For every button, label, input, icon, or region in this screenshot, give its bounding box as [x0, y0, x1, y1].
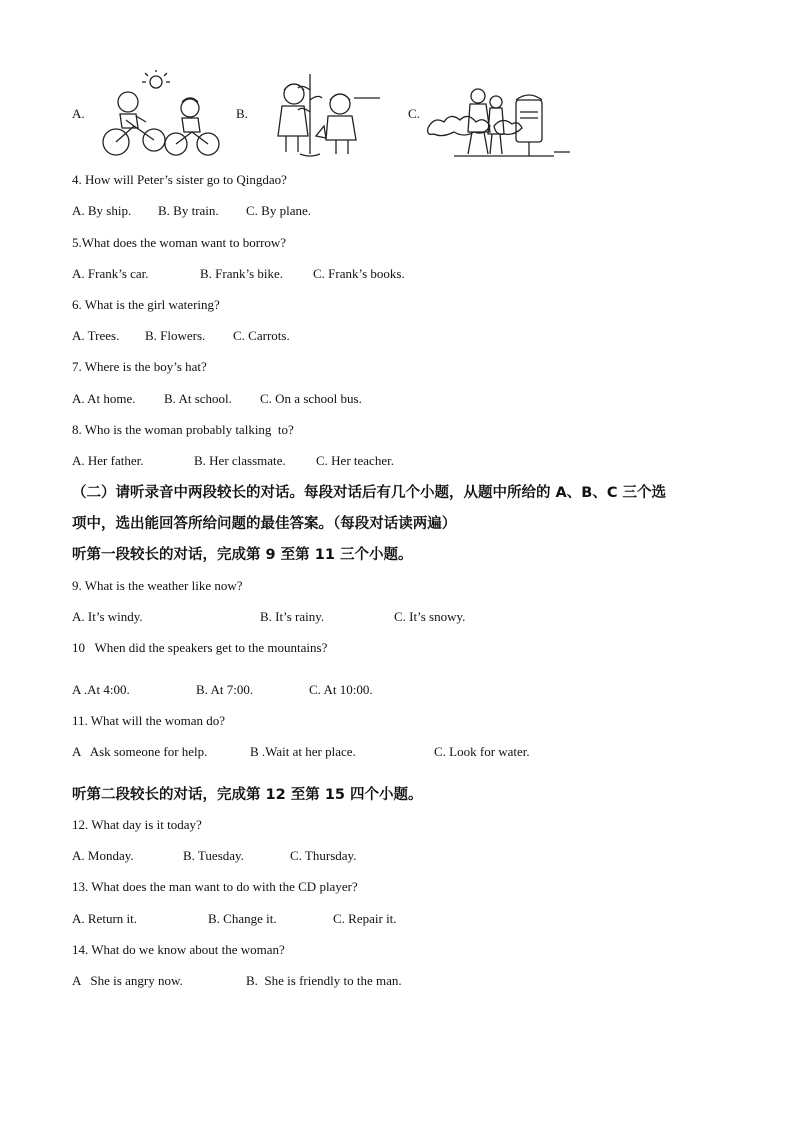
- question-8: 8. Who is the woman probably talking to?: [72, 422, 294, 437]
- question-10: 10 When did the speakers get to the mountains?: [72, 640, 328, 655]
- q9-option-c[interactable]: C. It’s snowy.: [394, 609, 466, 624]
- q10-option-b[interactable]: B. At 7:00.: [196, 682, 254, 697]
- two-girls-watering-tree-picture: [264, 70, 384, 160]
- question-5: 5.What does the woman want to borrow?: [72, 235, 287, 250]
- question-13: 13. What does the man want to do with the CD player?: [72, 879, 358, 894]
- q13-option-b[interactable]: B. Change it.: [208, 911, 277, 926]
- picture-label-a: A.: [72, 106, 85, 121]
- q8-option-b[interactable]: B. Her classmate.: [194, 453, 286, 468]
- q10-option-a[interactable]: A .At 4:00.: [72, 682, 130, 697]
- q9-option-a[interactable]: A. It’s windy.: [72, 609, 143, 624]
- section2-instruction-line1: （二）请听录音中两段较长的对话。每段对话后有几个小题，从题中所给的 A、B、C 三个选: [72, 485, 667, 501]
- q8-option-c[interactable]: C. Her teacher.: [316, 453, 394, 468]
- man-at-mailbox-picture: [424, 76, 576, 160]
- q11-option-c[interactable]: C. Look for water.: [434, 744, 530, 759]
- q13-option-c[interactable]: C. Repair it.: [333, 911, 397, 926]
- question-14: 14. What do we know about the woman?: [72, 942, 285, 957]
- q6-option-b[interactable]: B. Flowers.: [145, 328, 206, 343]
- question-11: 11. What will the woman do?: [72, 713, 226, 728]
- two-children-riding-bicycles-picture: [96, 70, 224, 160]
- dialogue2-heading: 听第二段较长的对话，完成第 12 至第 15 四个小题。: [72, 787, 423, 803]
- picture-label-c: C.: [408, 106, 420, 121]
- q13-option-a[interactable]: A. Return it.: [72, 911, 137, 926]
- q4-option-b[interactable]: B. By train.: [158, 203, 219, 218]
- dialogue1-heading: 听第一段较长的对话，完成第 9 至第 11 三个小题。: [72, 547, 413, 563]
- q6-option-a[interactable]: A. Trees.: [72, 328, 120, 343]
- picture-label-b: B.: [236, 106, 248, 121]
- q10-option-c[interactable]: C. At 10:00.: [309, 682, 373, 697]
- question-6: 6. What is the girl watering?: [72, 297, 220, 312]
- q12-option-b[interactable]: B. Tuesday.: [183, 848, 244, 863]
- q6-option-c[interactable]: C. Carrots.: [233, 328, 290, 343]
- q12-option-a[interactable]: A. Monday.: [72, 848, 134, 863]
- q5-option-c[interactable]: C. Frank’s books.: [313, 266, 405, 281]
- q8-option-a[interactable]: A. Her father.: [72, 453, 144, 468]
- q7-option-b[interactable]: B. At school.: [164, 391, 232, 406]
- question-9: 9. What is the weather like now?: [72, 578, 243, 593]
- question-12: 12. What day is it today?: [72, 817, 202, 832]
- q9-option-b[interactable]: B. It’s rainy.: [260, 609, 325, 624]
- q14-option-b[interactable]: B. She is friendly to the man.: [246, 973, 402, 988]
- q4-option-c[interactable]: C. By plane.: [246, 203, 311, 218]
- question-4: 4. How will Peter’s sister go to Qingdao?: [72, 172, 287, 187]
- q7-option-c[interactable]: C. On a school bus.: [260, 391, 362, 406]
- q7-option-a[interactable]: A. At home.: [72, 391, 136, 406]
- q11-option-a[interactable]: A Ask someone for help.: [72, 744, 208, 759]
- q12-option-c[interactable]: C. Thursday.: [290, 848, 357, 863]
- q5-option-b[interactable]: B. Frank’s bike.: [200, 266, 284, 281]
- q5-option-a[interactable]: A. Frank’s car.: [72, 266, 149, 281]
- q4-option-a[interactable]: A. By ship.: [72, 203, 132, 218]
- question-7: 7. Where is the boy’s hat?: [72, 359, 207, 374]
- q11-option-b[interactable]: B .Wait at her place.: [250, 744, 356, 759]
- section2-instruction-line2: 项中，选出能回答所给问题的最佳答案。（每段对话读两遍）: [72, 516, 457, 532]
- q14-option-a[interactable]: A She is angry now.: [72, 973, 183, 988]
